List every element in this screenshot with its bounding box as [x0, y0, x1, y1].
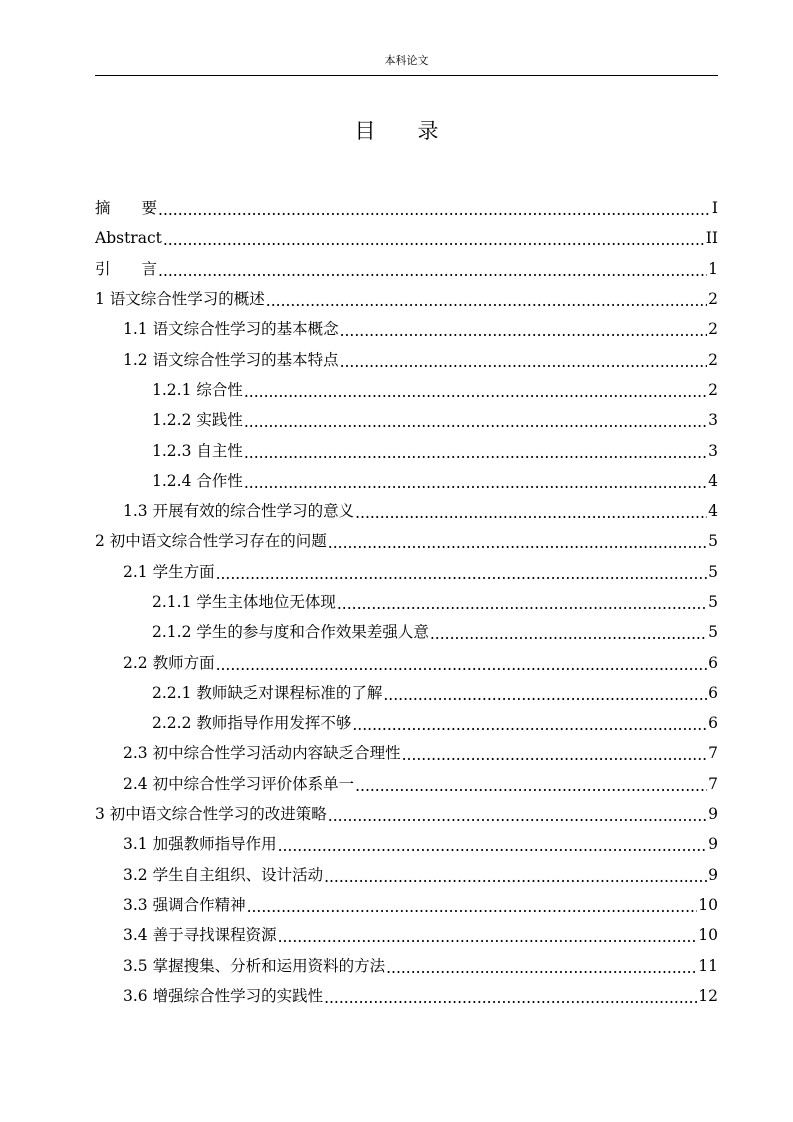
toc-entry-page-number: 11	[698, 956, 718, 975]
toc-entry[interactable]	[95, 284, 718, 314]
header-title: 本科论文	[384, 54, 429, 67]
toc-entry-label: 3.2 学生自主组织、设计活动	[123, 865, 324, 884]
toc-entry[interactable]	[95, 678, 718, 708]
toc-leader-dots	[340, 352, 708, 372]
toc-leader-dots	[244, 473, 707, 493]
toc-entry-label: 2.3 初中综合性学习活动内容缺乏合理性	[123, 744, 401, 763]
toc-leader-dots	[337, 594, 707, 614]
toc-entry-label: 2.4 初中综合性学习评价体系单一	[123, 774, 355, 793]
toc-entry-label: Abstract	[95, 229, 162, 248]
toc-entry-page-number: 5	[708, 623, 718, 642]
toc-entry-page-number: 2	[708, 320, 718, 339]
toc-entry-page-number: 9	[708, 865, 718, 884]
toc-entry[interactable]	[95, 314, 718, 344]
toc-entry-label: 1.2.4 合作性	[152, 471, 243, 490]
toc-leader-dots	[430, 624, 707, 644]
toc-entry-page-number: I	[711, 199, 718, 218]
toc-entry-label: 3.3 强调合作精神	[123, 895, 246, 914]
toc-leader-dots	[352, 715, 707, 735]
toc-entry-label: 引 言	[95, 259, 158, 278]
toc-entry[interactable]	[95, 950, 718, 980]
toc-leader-dots	[247, 897, 698, 917]
toc-entry-page-number: 2	[708, 290, 718, 309]
toc-leader-dots	[244, 382, 707, 402]
toc-leader-dots	[340, 321, 708, 341]
toc-entry[interactable]	[95, 799, 718, 829]
toc-entry[interactable]	[95, 405, 718, 435]
toc-entry[interactable]	[95, 920, 718, 950]
toc-title: 目 录	[354, 119, 439, 143]
toc-entry[interactable]	[95, 344, 718, 374]
toc-entry[interactable]	[95, 647, 718, 677]
toc-entry-label: 1 语文综合性学习的概述	[95, 290, 265, 309]
toc-leader-dots	[244, 412, 707, 432]
toc-leader-dots	[158, 200, 711, 220]
toc-entry-label: 3.4 善于寻找课程资源	[123, 926, 277, 945]
toc-leader-dots	[328, 533, 707, 553]
toc-entry-page-number: 10	[698, 926, 718, 945]
toc-entry-label: 2.2.2 教师指导作用发挥不够	[152, 714, 352, 733]
toc-leader-dots	[244, 443, 707, 463]
toc-entry-page-number: 7	[708, 774, 718, 793]
toc-entry-page-number: 6	[708, 653, 718, 672]
toc-entry[interactable]	[95, 738, 718, 768]
toc-entry-page-number: 3	[708, 441, 718, 460]
toc-entry[interactable]	[95, 829, 718, 859]
toc-entry-page-number: 5	[708, 532, 718, 551]
toc-leader-dots	[216, 655, 708, 675]
toc-entry-page-number: 2	[708, 350, 718, 369]
toc-entry[interactable]	[95, 375, 718, 405]
toc-entry-page-number: 9	[708, 835, 718, 854]
toc-entry-page-number: 10	[698, 895, 718, 914]
toc-leader-dots	[402, 745, 708, 765]
toc-entry[interactable]	[95, 526, 718, 556]
toc-entry[interactable]	[95, 981, 718, 1011]
table-of-contents	[95, 193, 718, 1011]
toc-entry-label: 1.2 语文综合性学习的基本特点	[123, 350, 339, 369]
toc-entry[interactable]	[95, 587, 718, 617]
toc-entry-page-number: 5	[708, 562, 718, 581]
toc-entry-page-number: II	[705, 229, 718, 248]
toc-entry[interactable]	[95, 708, 718, 738]
toc-entry-label: 1.2.3 自主性	[152, 441, 243, 460]
page-header	[95, 54, 718, 76]
toc-entry-label: 3.5 掌握搜集、分析和运用资料的方法	[123, 956, 386, 975]
toc-entry-page-number: 2	[708, 380, 718, 399]
toc-leader-dots	[278, 927, 698, 947]
toc-leader-dots	[328, 806, 707, 826]
toc-entry-label: 摘 要	[95, 199, 158, 218]
toc-entry[interactable]	[95, 769, 718, 799]
toc-leader-dots	[158, 261, 707, 281]
toc-leader-dots	[324, 867, 707, 887]
toc-leader-dots	[355, 776, 707, 796]
toc-entry-page-number: 5	[708, 593, 718, 611]
toc-leader-dots	[386, 958, 697, 978]
toc-entry-page-number: 7	[708, 744, 718, 763]
toc-leader-dots	[355, 503, 707, 523]
toc-entry-label: 1.3 开展有效的综合性学习的意义	[123, 502, 355, 521]
toc-entry-label: 3.1 加强教师指导作用	[123, 835, 277, 854]
toc-entry-page-number: 6	[708, 683, 718, 702]
toc-entry-label: 1.2.1 综合性	[152, 380, 243, 399]
toc-entry[interactable]	[95, 193, 718, 223]
toc-entry-label: 2.1.1 学生主体地位无体现	[152, 593, 336, 611]
toc-leader-dots	[266, 291, 707, 311]
toc-entry-label: 2.1 学生方面	[123, 562, 215, 581]
toc-entry-page-number: 1	[708, 259, 718, 278]
toc-entry-label: 2.2 教师方面	[123, 653, 215, 672]
toc-entry-page-number: 3	[708, 411, 718, 430]
toc-leader-dots	[216, 564, 708, 584]
toc-entry[interactable]	[95, 557, 718, 587]
toc-entry-label: 2 初中语文综合性学习存在的问题	[95, 532, 327, 551]
toc-leader-dots	[383, 685, 707, 705]
toc-entry[interactable]	[95, 860, 718, 890]
toc-entry-page-number: 6	[708, 714, 718, 733]
toc-entry-label: 2.2.1 教师缺乏对课程标准的了解	[152, 683, 383, 702]
toc-entry-label: 3.6 增强综合性学习的实践性	[123, 986, 324, 1005]
toc-entry[interactable]	[95, 435, 718, 465]
toc-leader-dots	[324, 988, 697, 1008]
toc-entry-label: 2.1.2 学生的参与度和合作效果差强人意	[152, 623, 429, 642]
toc-entry[interactable]	[95, 223, 718, 253]
toc-entry[interactable]	[95, 890, 718, 920]
toc-entry[interactable]	[95, 466, 718, 496]
toc-entry-page-number: 4	[708, 502, 718, 521]
toc-leader-dots	[163, 230, 705, 250]
toc-entry-label: 3 初中语文综合性学习的改进策略	[95, 805, 327, 824]
toc-entry-page-number: 4	[708, 471, 718, 490]
toc-entry-page-number: 12	[698, 986, 718, 1005]
toc-entry[interactable]	[95, 496, 718, 526]
toc-entry-page-number: 9	[708, 805, 718, 824]
toc-entry[interactable]	[95, 617, 718, 647]
toc-entry[interactable]	[95, 254, 718, 284]
toc-entry-label: 1.2.2 实践性	[152, 411, 243, 430]
toc-leader-dots	[278, 836, 708, 856]
toc-entry-label: 1.1 语文综合性学习的基本概念	[123, 320, 339, 339]
